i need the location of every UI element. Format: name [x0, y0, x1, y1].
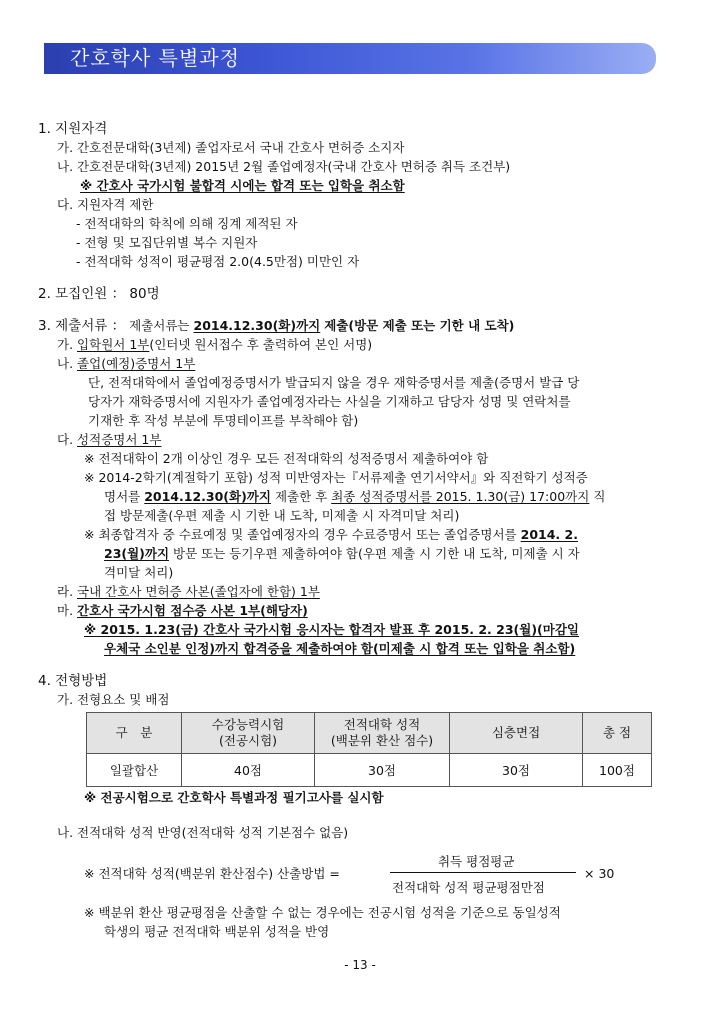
s3-item-d-marker: 라. — [57, 584, 74, 599]
score-table-cell: 100점 — [583, 754, 652, 787]
s3-item-b-line1: 단, 전적대학에서 졸업예정증명서가 발급되지 않을 경우 재학증명서를 제출(증명서 발급 당 — [88, 375, 580, 390]
s1-item-c2: - 전형 및 모집단위별 복수 지원자 — [76, 235, 258, 250]
s3-item-b-line3: 기재한 후 작성 부분에 투명테이프를 부착해야 함) — [88, 413, 359, 428]
s3-c-note3-post: 방문 또는 등기우편 제출하여야 함(우편 제출 시 기한 내 도착, 미제출 시 자 — [173, 546, 580, 561]
s3-heading-pre: 제출서류는 — [129, 318, 190, 333]
s3-c-note2-mid: 제출한 후 — [274, 489, 328, 504]
s3-item-c-marker: 다. — [57, 432, 74, 447]
s3-item-e-note-line2: 우체국 소인분 인정)까지 합격증을 제출하여야 함(미제출 시 합격 또는 입학을 취소함) — [104, 641, 576, 656]
s3-c-note2-date2: 최종 성적증명서를 2015. 1.30(금) 17:00까지 — [331, 489, 590, 504]
score-table-cell: 일괄합산 — [87, 754, 182, 787]
page-title: 간호학사 특별과정 — [70, 46, 240, 70]
s3-item-c-note3-line2 — [104, 546, 580, 562]
s3-item-e-note-line1: ※ 2015. 1.23(금) 간호사 국가시험 응시자는 합격자 발표 후 2015. 2. 23(월)(마감일 — [84, 622, 579, 637]
formula-numerator: 취득 평점평균 — [438, 854, 515, 869]
score-table-cell: 30점 — [450, 754, 583, 787]
score-table-cell: 40점 — [182, 754, 315, 787]
s4-item-b: 나. 전적대학 성적 반영(전적대학 성적 기본점수 없음) — [57, 825, 349, 840]
s3-heading-post: 제출(방문 제출 또는 기한 내 도착) — [324, 318, 515, 333]
s3-item-c-note1: ※ 전적대학이 2개 이상인 경우 모든 전적대학의 성적증명서 제출하여야 함 — [84, 451, 489, 466]
section-4-heading: 4. 전형방법 — [38, 673, 108, 689]
s1-item-c: 다. 지원자격 제한 — [57, 197, 154, 212]
s4-item-b-note-line2: 학생의 평균 전적대학 백분위 성적을 반영 — [104, 924, 330, 939]
s3-c-note3-pre: ※ 최종합격자 중 수료예정 및 졸업예정자의 경우 수료증명서 또는 졸업증명서를 — [84, 527, 517, 542]
s3-c-note3-date-b: 23(월)까지 — [104, 546, 170, 561]
s3-item-e-marker: 마. — [57, 603, 74, 618]
s3-item-b — [57, 356, 195, 372]
section-3-heading — [38, 318, 514, 334]
formula-multiplier: × 30 — [584, 866, 615, 881]
s3-item-d — [57, 584, 320, 600]
formula-label: ※ 전적대학 성적(백분위 환산점수) 산출방법 = — [84, 866, 340, 881]
s3-heading-date: 2014.12.30(화)까지 — [193, 318, 321, 333]
s3-item-c-note2-line1: ※ 2014-2학기(계절학기 포함) 성적 미반영자는『서류제출 연기서약서』와 직전학기 성적증 — [84, 470, 588, 485]
s3-c-note2-date1: 2014.12.30(화)까지 — [144, 489, 271, 504]
s3-heading-label: 3. 제출서류 ： — [38, 318, 126, 334]
s3-c-note2-pre: 명서를 — [104, 489, 141, 504]
s3-item-e — [57, 603, 308, 619]
s4-item-a-note: ※ 전공시험으로 간호학사 특별과정 필기고사를 실시함 — [84, 790, 384, 805]
table-row — [87, 754, 652, 787]
s3-item-c-note3-line1 — [84, 527, 578, 543]
section-2-heading: 2. 모집인원 ： 80명 — [38, 286, 160, 302]
s3-item-a — [57, 337, 372, 353]
s3-c-note3-date-a: 2014. 2. — [520, 527, 578, 542]
s3-item-c-title: 성적증명서 1부 — [77, 432, 162, 447]
page-number: - 13 - — [344, 958, 376, 972]
s3-item-c-note3-line3: 격미달 처리) — [104, 565, 174, 580]
s1-item-c1: - 전적대학의 학칙에 의해 징계 제적된 자 — [76, 216, 298, 231]
score-table-header: 총 점 — [583, 713, 652, 754]
s4-item-a: 가. 전형요소 및 배점 — [57, 692, 170, 707]
s4-item-b-note-line1: ※ 백분위 환산 평균평점을 산출할 수 없는 경우에는 전공시험 성적을 기준으로 동일성적 — [84, 905, 561, 920]
s3-c-note2-post: 직 — [593, 489, 606, 504]
s1-item-b: 나. 간호전문대학(3년제) 2015년 2월 졸업예정자(국내 간호사 면허증 취득 조건부) — [57, 159, 511, 174]
s3-item-b-title: 졸업(예정)증명서 1부 — [77, 356, 196, 371]
formula-denominator: 전적대학 성적 평균평점만점 — [392, 880, 545, 895]
s3-item-a-marker: 가. — [57, 337, 74, 352]
s3-item-c — [57, 432, 161, 448]
s3-item-e-title: 간호사 국가시험 점수증 사본 1부(해당자) — [77, 603, 308, 618]
formula-fraction-line — [390, 872, 576, 873]
score-table-header: 수강능력시험 (전공시험) — [182, 713, 315, 754]
score-table — [86, 712, 652, 787]
section-1-heading: 1. 지원자격 — [38, 121, 108, 137]
s1-item-c3: - 전적대학 성적이 평균평점 2.0(4.5만점) 미만인 자 — [76, 254, 360, 269]
score-table-header: 심층면접 — [450, 713, 583, 754]
s3-item-a-title: 입학원서 1부 — [77, 337, 150, 352]
s3-item-b-line2: 당자가 재학증명서에 지원자가 졸업예정자라는 사실을 기재하고 담당자 성명 및 연락처를 — [88, 394, 571, 409]
s3-item-c-note2-line2 — [104, 489, 605, 505]
score-table-header-row — [87, 713, 652, 754]
score-table-header: 전적대학 성적 (백분위 환산 점수) — [315, 713, 450, 754]
s1-item-b-note: ※ 간호사 국가시험 불합격 시에는 합격 또는 입학을 취소함 — [80, 178, 405, 193]
s3-item-b-marker: 나. — [57, 356, 74, 371]
score-table-header: 구 분 — [87, 713, 182, 754]
s1-item-a: 가. 간호전문대학(3년제) 졸업자로서 국내 간호사 면허증 소지자 — [57, 140, 405, 155]
s3-item-c-note2-line3: 접 방문제출(우편 제출 시 기한 내 도착, 미제출 시 자격미달 처리) — [104, 508, 460, 523]
s3-item-a-desc: (인터넷 원서접수 후 출력하여 본인 서명) — [149, 337, 373, 352]
s3-item-d-title: 국내 간호사 면허증 사본(졸업자에 한함) 1부 — [77, 584, 320, 599]
score-table-cell: 30점 — [315, 754, 450, 787]
